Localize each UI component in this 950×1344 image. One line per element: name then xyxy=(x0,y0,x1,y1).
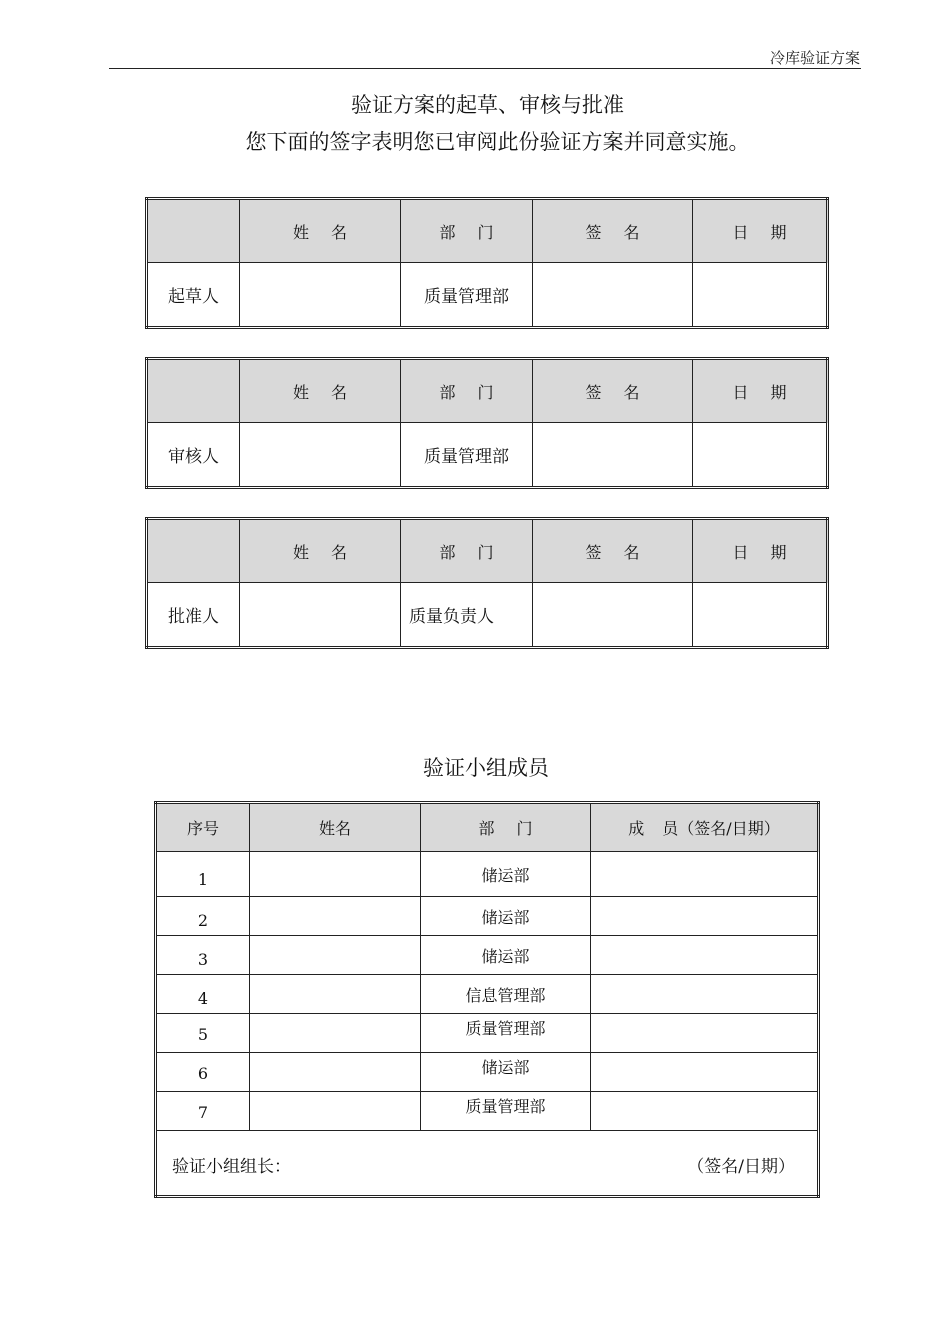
header-department: 部 门 xyxy=(401,199,533,263)
signature-cell[interactable] xyxy=(533,583,693,648)
header-date: 日 期 xyxy=(693,199,828,263)
department-cell: 质量管理部 xyxy=(401,423,533,488)
table-row xyxy=(156,1092,819,1131)
header-name: 姓名 xyxy=(250,803,421,852)
drafter-table xyxy=(145,197,829,329)
table-header-row xyxy=(147,359,828,423)
header-blank-cell xyxy=(147,199,240,263)
approver-table xyxy=(145,517,829,649)
member-signature-cell[interactable] xyxy=(591,1053,819,1092)
member-name-cell[interactable] xyxy=(250,975,421,1014)
page-title: 验证方案的起草、审核与批准 xyxy=(351,93,624,117)
table-header-row xyxy=(147,519,828,583)
department-cell: 质量管理部 xyxy=(401,263,533,328)
header-name: 姓 名 xyxy=(240,519,401,583)
member-name-cell[interactable] xyxy=(250,936,421,975)
header-department: 部 门 xyxy=(401,359,533,423)
table-row xyxy=(156,1014,819,1053)
member-department: 质量管理部 xyxy=(421,1014,591,1053)
team-leader-row xyxy=(156,1131,819,1197)
department-cell: 质量负责人 xyxy=(401,583,533,648)
member-name-cell[interactable] xyxy=(250,1014,421,1053)
role-label: 审核人 xyxy=(147,423,240,488)
header-date: 日 期 xyxy=(693,359,828,423)
row-number: 2 xyxy=(156,897,250,936)
name-cell[interactable] xyxy=(240,423,401,488)
table-row xyxy=(147,583,828,648)
table-row xyxy=(147,263,828,328)
approval-statement: 您下面的签字表明您已审阅此份验证方案并同意实施。 xyxy=(245,130,750,154)
member-name-cell[interactable] xyxy=(250,897,421,936)
header-rule xyxy=(109,68,861,69)
member-signature-cell[interactable] xyxy=(591,975,819,1014)
role-label: 批准人 xyxy=(147,583,240,648)
team-leader-cell[interactable] xyxy=(156,1131,819,1197)
team-members-table xyxy=(154,801,820,1198)
date-cell[interactable] xyxy=(693,583,828,648)
header-date: 日 期 xyxy=(693,519,828,583)
header-signature: 签 名 xyxy=(533,519,693,583)
header-seq: 序号 xyxy=(156,803,250,852)
document-header-title: 冷库验证方案 xyxy=(769,49,860,67)
role-label: 起草人 xyxy=(147,263,240,328)
row-number: 4 xyxy=(156,975,250,1014)
name-cell[interactable] xyxy=(240,583,401,648)
team-section-title: 验证小组成员 xyxy=(423,756,549,780)
member-name-cell[interactable] xyxy=(250,1053,421,1092)
member-department: 储运部 xyxy=(421,852,591,897)
table-row xyxy=(156,1053,819,1092)
member-name-cell[interactable] xyxy=(250,1092,421,1131)
table-row xyxy=(156,975,819,1014)
reviewer-table xyxy=(145,357,829,489)
team-leader-label: 验证小组组长： xyxy=(172,1157,291,1177)
header-name: 姓 名 xyxy=(240,359,401,423)
table-row xyxy=(156,936,819,975)
member-department: 储运部 xyxy=(421,936,591,975)
row-number: 7 xyxy=(156,1092,250,1131)
table-header-row xyxy=(147,199,828,263)
member-signature-cell[interactable] xyxy=(591,936,819,975)
row-number: 1 xyxy=(156,852,250,897)
header-blank-cell xyxy=(147,359,240,423)
team-leader-sign-hint: （签名/日期） xyxy=(687,1157,795,1177)
row-number: 5 xyxy=(156,1014,250,1053)
header-blank-cell xyxy=(147,519,240,583)
table-row xyxy=(156,852,819,897)
member-name-cell[interactable] xyxy=(250,852,421,897)
member-signature-cell[interactable] xyxy=(591,1014,819,1053)
header-signature: 签 名 xyxy=(533,199,693,263)
name-cell[interactable] xyxy=(240,263,401,328)
member-department: 储运部 xyxy=(421,1053,591,1092)
date-cell[interactable] xyxy=(693,263,828,328)
member-signature-cell[interactable] xyxy=(591,897,819,936)
member-signature-cell[interactable] xyxy=(591,1092,819,1131)
date-cell[interactable] xyxy=(693,423,828,488)
header-signature: 签 名 xyxy=(533,359,693,423)
signature-cell[interactable] xyxy=(533,423,693,488)
row-number: 6 xyxy=(156,1053,250,1092)
member-department: 信息管理部 xyxy=(421,975,591,1014)
member-signature-cell[interactable] xyxy=(591,852,819,897)
header-department: 部 门 xyxy=(421,803,591,852)
member-department: 储运部 xyxy=(421,897,591,936)
member-department: 质量管理部 xyxy=(421,1092,591,1131)
header-department: 部 门 xyxy=(401,519,533,583)
table-row xyxy=(156,897,819,936)
row-number: 3 xyxy=(156,936,250,975)
table-row xyxy=(147,423,828,488)
header-member-signature: 成 员（签名/日期） xyxy=(591,803,819,852)
signature-cell[interactable] xyxy=(533,263,693,328)
header-name: 姓 名 xyxy=(240,199,401,263)
table-header-row xyxy=(156,803,819,852)
